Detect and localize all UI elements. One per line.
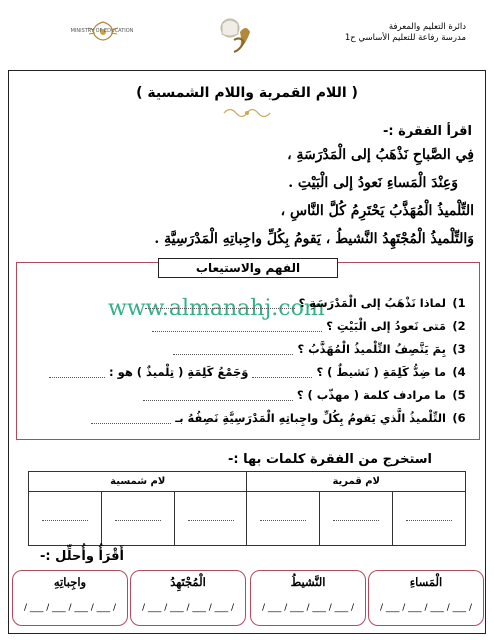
question-text: ما ضِدُّ كَلِمَةِ ( نَشيطٌ ) ؟	[316, 365, 446, 379]
moon-lam-header: لام قمرية	[247, 472, 466, 492]
answer-cell[interactable]	[29, 492, 102, 546]
answer-line[interactable]	[143, 390, 293, 401]
word-card[interactable]	[130, 570, 246, 626]
question-number: 5)	[452, 388, 466, 402]
answer-line[interactable]	[152, 321, 322, 332]
reading-line: وَعِنْدَ الْمَساءِ نَعودُ إلى الْبَيْتِ .	[288, 175, 458, 191]
question-row	[28, 363, 468, 381]
letter-slots: / ___ / ___ / ___ / ___ /	[141, 603, 235, 613]
letter-slots: / ___ / ___ / ___ / ___ /	[379, 603, 473, 613]
answer-cell[interactable]	[101, 492, 174, 546]
answer-line[interactable]	[91, 413, 171, 424]
question-row	[28, 294, 468, 312]
reading-line: التِّلْميذُ الْمُهَذَّبُ يَحْتَرِمُ كُلَّ النَّاسِ ،	[280, 203, 474, 219]
question-extra: وَجَمْعُ كَلِمَةِ ( تِلْميذٌ ) هو :	[109, 365, 249, 379]
question-row	[28, 340, 468, 358]
question-text: التِّلْميذُ الَّذي يَقومُ بِكُلِّ واجِباتِهِ الْمَدْرَسِيَّةِ نَصِفُهُ بـ	[175, 411, 446, 425]
reading-heading: اقرأ الفقرة :-	[383, 124, 472, 139]
question-text: مَتى نَعودُ إلى الْبَيْتِ ؟	[326, 319, 446, 333]
analyze-heading: أَقْرَأُ وأُحلِّل :-	[40, 549, 124, 564]
word-card[interactable]	[12, 570, 128, 626]
word: الْمُجْتَهِدُ	[170, 575, 206, 589]
word-card[interactable]	[368, 570, 484, 626]
worksheet-title: ( اللام القمرية واللام الشمسية )	[136, 85, 358, 101]
sun-lam-header: لام شمسية	[29, 472, 247, 492]
answer-cell[interactable]	[174, 492, 247, 546]
comprehension-tab: الفهم والاستيعاب	[158, 258, 338, 278]
department-name: دائرة التعليم والمعرفة	[388, 22, 466, 32]
word: واجِباتِهِ	[53, 575, 87, 589]
reading-line: وَالتِّلْميذُ الْمُجْتَهِدُ النَّشيطُ ، يَقومُ بِكُلِّ واجِباتِهِ الْمَدْرَسِيَّةِ .	[154, 231, 474, 247]
question-number: 3)	[452, 342, 466, 356]
ministry-label: MINISTRY OF EDUCATION	[70, 28, 134, 34]
answer-cell[interactable]	[393, 492, 466, 546]
reading-line: فِي الصَّباحِ نَذْهَبُ إلى الْمَدْرَسَةِ ،	[287, 147, 474, 163]
answer-cell[interactable]	[320, 492, 393, 546]
question-text: ما مرادف كلمة ( مهذّب ) ؟	[296, 388, 446, 402]
question-number: 6)	[452, 411, 466, 425]
question-text: بِمَ يَتَّصِفُ التِّلْميذُ الْمُهَذَّبُ ؟	[297, 342, 446, 356]
school-name: مدرسة رفاعة للتعليم الأساسي ح1	[344, 33, 466, 43]
question-number: 2)	[452, 319, 466, 333]
answer-line[interactable]	[252, 367, 312, 378]
word-card[interactable]	[250, 570, 366, 626]
question-row	[28, 409, 468, 427]
word: الْمَساءِ	[409, 575, 443, 589]
answer-cell[interactable]	[247, 492, 320, 546]
leader-logo	[216, 14, 256, 56]
watermark: www.almanahj.com	[108, 296, 325, 321]
question-text: لماذا نَذْهَبُ إلى الْمَدْرَسَةِ ؟	[298, 296, 446, 310]
word: النَّشيطُ	[290, 575, 326, 589]
question-number: 1)	[452, 296, 466, 310]
question-row	[28, 317, 468, 335]
answer-line[interactable]	[173, 344, 293, 355]
letter-slots: / ___ / ___ / ___ / ___ /	[261, 603, 355, 613]
answer-line[interactable]	[145, 298, 295, 309]
extract-heading: استخرج من الفقرة كلمات بها :-	[227, 452, 432, 467]
answer-line[interactable]	[49, 367, 105, 378]
question-number: 4)	[452, 365, 466, 379]
ornament-icon	[222, 104, 272, 122]
question-row	[28, 386, 468, 404]
letter-slots: / ___ / ___ / ___ / ___ /	[23, 603, 117, 613]
school-header	[326, 22, 466, 44]
lam-table	[28, 471, 466, 546]
